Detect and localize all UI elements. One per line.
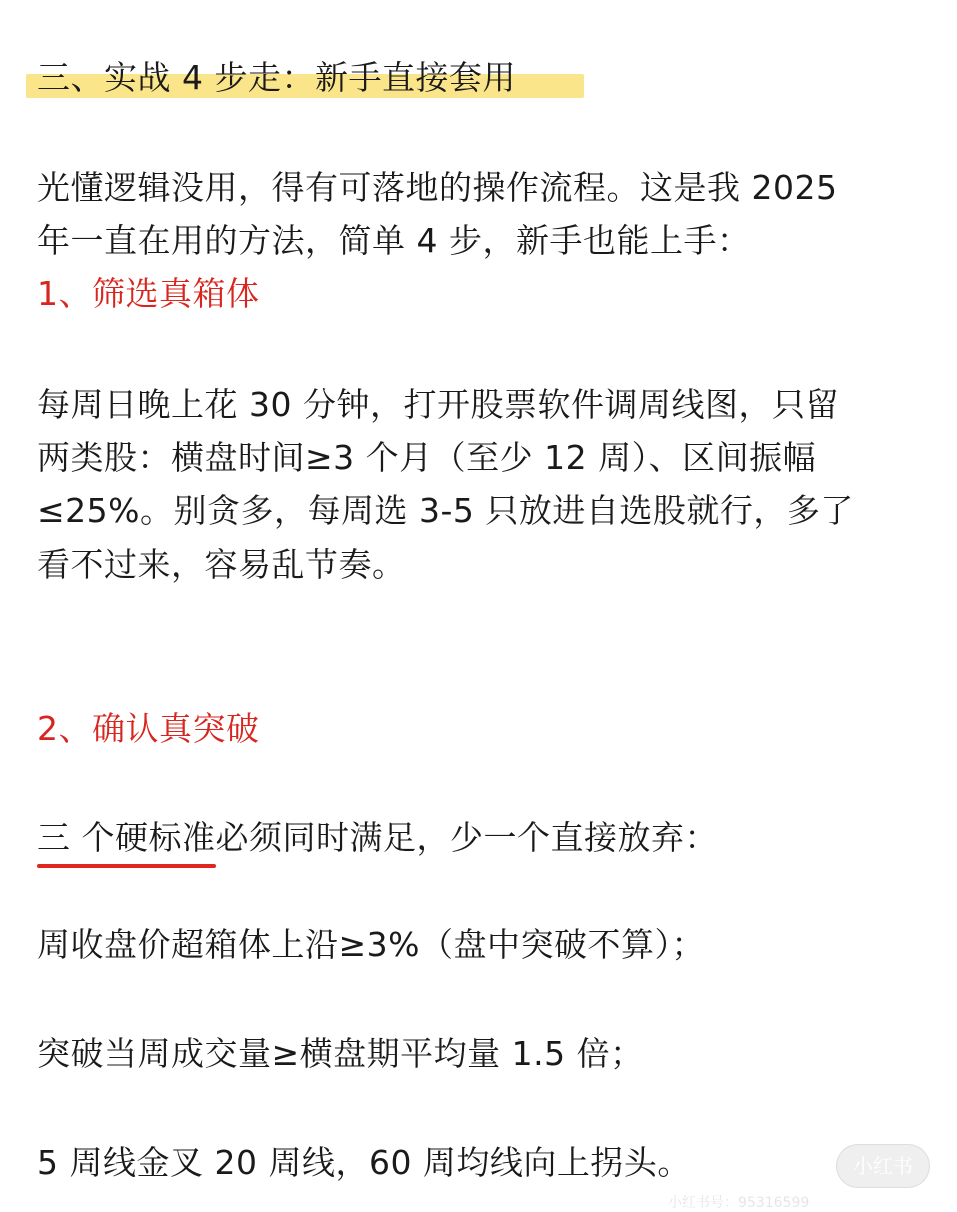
step2-intro-rest: 必须同时满足，少一个直接放弃： bbox=[215, 818, 718, 857]
step1-body-line-2: 两类股：横盘时间≥3 个月（至少 12 周）、区间振幅 bbox=[37, 438, 817, 477]
criterion-3: 5 周线金叉 20 周线，60 周均线向上拐头。 bbox=[37, 1143, 691, 1182]
step2-intro bbox=[37, 816, 718, 860]
step1-title: 1、筛选真箱体 bbox=[37, 274, 260, 313]
step1-body-line-3: ≤25%。别贪多，每周选 3-5 只放进自选股就行，多了 bbox=[37, 491, 854, 530]
step1-body-line-1: 每周日晚上花 30 分钟，打开股票软件调周线图，只留 bbox=[37, 385, 839, 424]
watermark-logo: 小红书 bbox=[836, 1144, 930, 1188]
underlined-text: 三 个硬标准 bbox=[37, 818, 216, 857]
intro-line-2: 年一直在用的方法，简单 4 步，新手也能上手： bbox=[37, 221, 751, 260]
underlined-phrase bbox=[37, 816, 216, 860]
intro-line-1: 光懂逻辑没用，得有可落地的操作流程。这是我 2025 bbox=[37, 168, 838, 207]
criterion-1: 周收盘价超箱体上沿≥3%（盘中突破不算）； bbox=[37, 925, 706, 964]
step2-title: 2、确认真突破 bbox=[37, 709, 260, 748]
red-underline bbox=[37, 864, 216, 868]
step1-body-line-4: 看不过来，容易乱节奏。 bbox=[37, 545, 406, 584]
section-heading bbox=[26, 56, 526, 100]
criterion-2: 突破当周成交量≥横盘期平均量 1.5 倍； bbox=[37, 1034, 644, 1073]
watermark-subtext: 小红书号：95316599 bbox=[668, 1195, 810, 1211]
section-heading-text: 三、实战 4 步走：新手直接套用 bbox=[37, 58, 516, 97]
